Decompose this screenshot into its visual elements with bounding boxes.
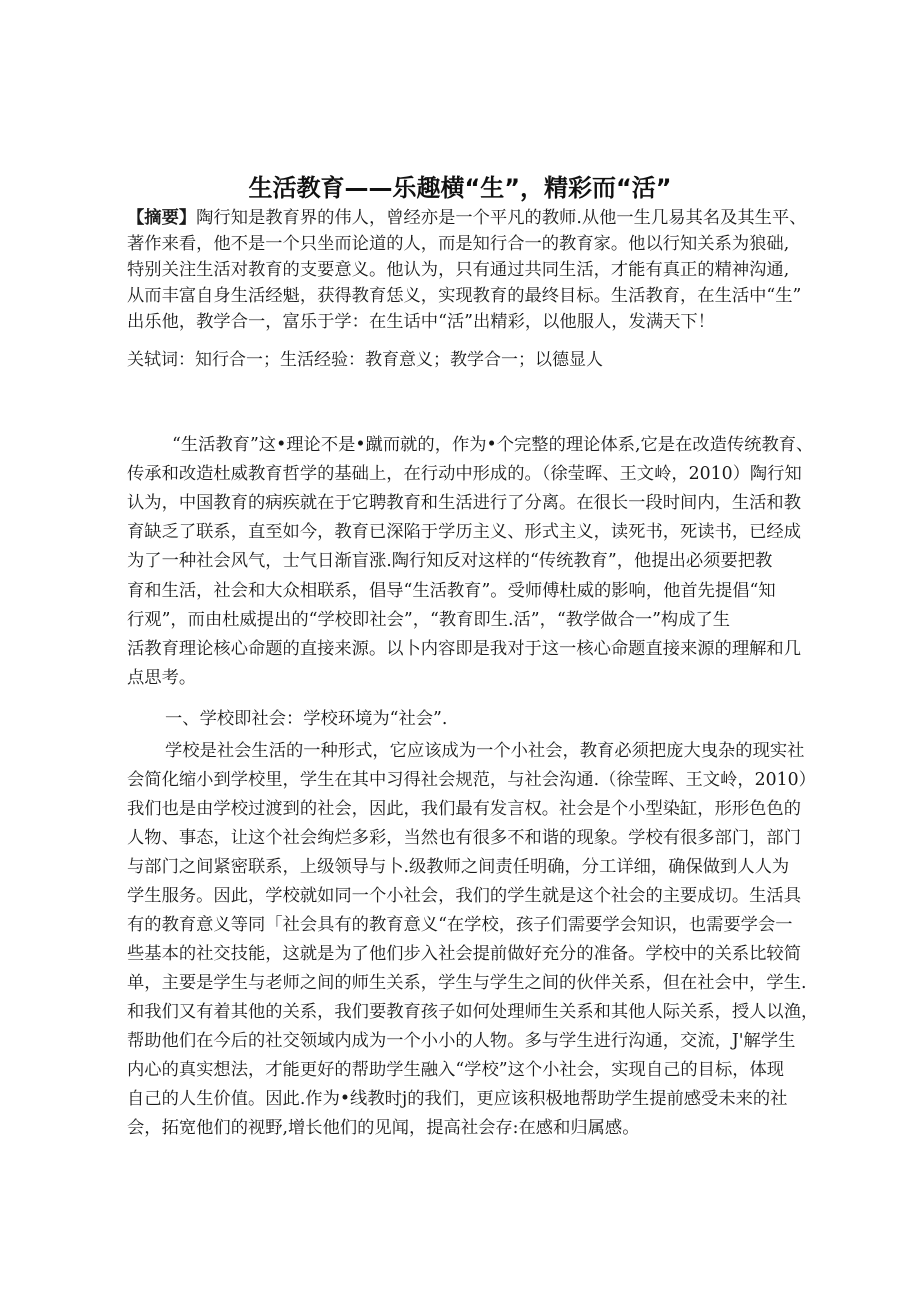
section-line: 和我们又有着其他的关系，我们要教育孩子如何处理师生关系和其他人际关系，授人以渔， [127, 1002, 819, 1022]
intro-line: 活教育理论核心命题的直接来源。以卜内容即是我对于这一核心命题直接来源的理解和几 [127, 639, 801, 659]
section-line: 单，主要是学生与老师之间的师生关系，学生与学生之间的伙伴关系，但在社会中，学生. [127, 973, 807, 993]
section-line: 学生服务。因此，学校就如同一个小社会，我们的学生就是这个社会的主要成切。生活具 [127, 886, 801, 906]
intro-line: 育和生活，社会和大众相联系，倡导“生活教育”。受师傅杜威的影响，他首先提倡“知 [127, 581, 776, 601]
intro-line: “生活教育”这•理论不是•蹴而就的，作为•个完整的理论体系,它是在改造传统教育、 [172, 435, 814, 455]
section-line: 我们也是由学校过渡到的社会，因此，我们最有发言权。社会是个小型染缸，形形色色的 [127, 799, 801, 819]
intro-line: 行观”，而由杜威提出的“学校即社会”，“教育即生.活”，“教学做合一”构成了生 [127, 610, 731, 630]
abstract-label: 【摘要】 [127, 208, 197, 228]
abstract-text: 陶行知是教育界的伟人，曾经亦是一个平凡的教师.从他一生几易其名及其生平、 [196, 208, 807, 228]
abstract-line-5: 出乐他，教学合一，富乐于学：在生话中“活”出精彩，以他服人，发满天下！ [127, 312, 715, 332]
abstract-line-3: 特别关注生活对教育的支要意义。他认为，只有通过共同生活，才能有真正的精神沟通, [127, 260, 790, 280]
intro-line: 传承和改造杜威教育哲学的基础上，在行动中形成的。（徐莹晖、王文岭，2010）陶行知 [127, 464, 802, 484]
intro-line: 育缺乏了联系，直至如今，教育已深陷于学历主义、形式主义，读死书，死读书，已经成 [127, 522, 801, 542]
section-line: 学校是社会生活的一种形式，它应该成为一个小社会，教育必须把庞大曳杂的现实社 [165, 741, 805, 761]
intro-line: 认为，中国教育的病疾就在于它聘教育和生活进行了分离。在很长一段时间内，生活和教 [127, 493, 801, 513]
abstract-line-1 [127, 207, 807, 229]
section-line: 帮助他们在今后的社交领域内成为一个小小的人物。多与学生进行沟通，交流，J'解学生 [127, 1031, 796, 1051]
section-line: 有的教育意义等同「社会具有的教育意义“在学校，孩子们需要学会知识，也需要学会一 [127, 915, 793, 935]
abstract-line-2: 著作来看，他不是一个只坐而论道的人，而是知行合一的教育家。他以行知关系为狼础, [127, 234, 790, 254]
intro-line: 点思考。 [127, 668, 197, 688]
section-line: 与部门之间紧密联系，上级领导与卜.级教师之间责任明确，分工详细，确保做到人人为 [127, 857, 790, 877]
abstract-line-4: 从而丰富自身生活经魁，获得教育恁义，实现教育的最终目标。生活教育，在生活中“生” [127, 286, 802, 306]
document-title: 生活教育——乐趣横“生”，精彩而“活” [248, 174, 672, 202]
section-line: 会，拓宽他们的视野,增长他们的见闻，提高社会存:在感和归属感。 [127, 1118, 640, 1138]
section-line: 人物、事态，让这个社会绚烂多彩，当然也有很多不和谐的现象。学校有很多部门，部门 [127, 828, 801, 848]
section-heading: 一、学校即社会：学校环境为“社会”. [165, 709, 448, 729]
section-line: 些基本的社交技能，这就是为了他们步入社会提前做好充分的准备。学校中的关系比较简 [127, 944, 801, 964]
intro-line: 为了一种社会风气，士气日渐盲涨.陶行知反对这样的“传统教育”，他提出必须要把教 [127, 551, 773, 571]
section-line: 内心的真实想法，才能更好的帮助学生融入“学校”这个小社会，实现自己的目标，体现 [127, 1060, 785, 1080]
section-line: 自己的人生价值。因此.作为•线教时j的我们，更应该积极地帮助学生提前感受未来的社 [127, 1089, 788, 1109]
section-line: 会简化缩小到学校里，学生在其中习得社会规范，与社会沟通.（徐莹晖、王文岭，2010） [127, 770, 816, 790]
keywords: 关轼词：知行合一；生活经验：教育意义；教学合一；以德显人 [127, 350, 603, 370]
